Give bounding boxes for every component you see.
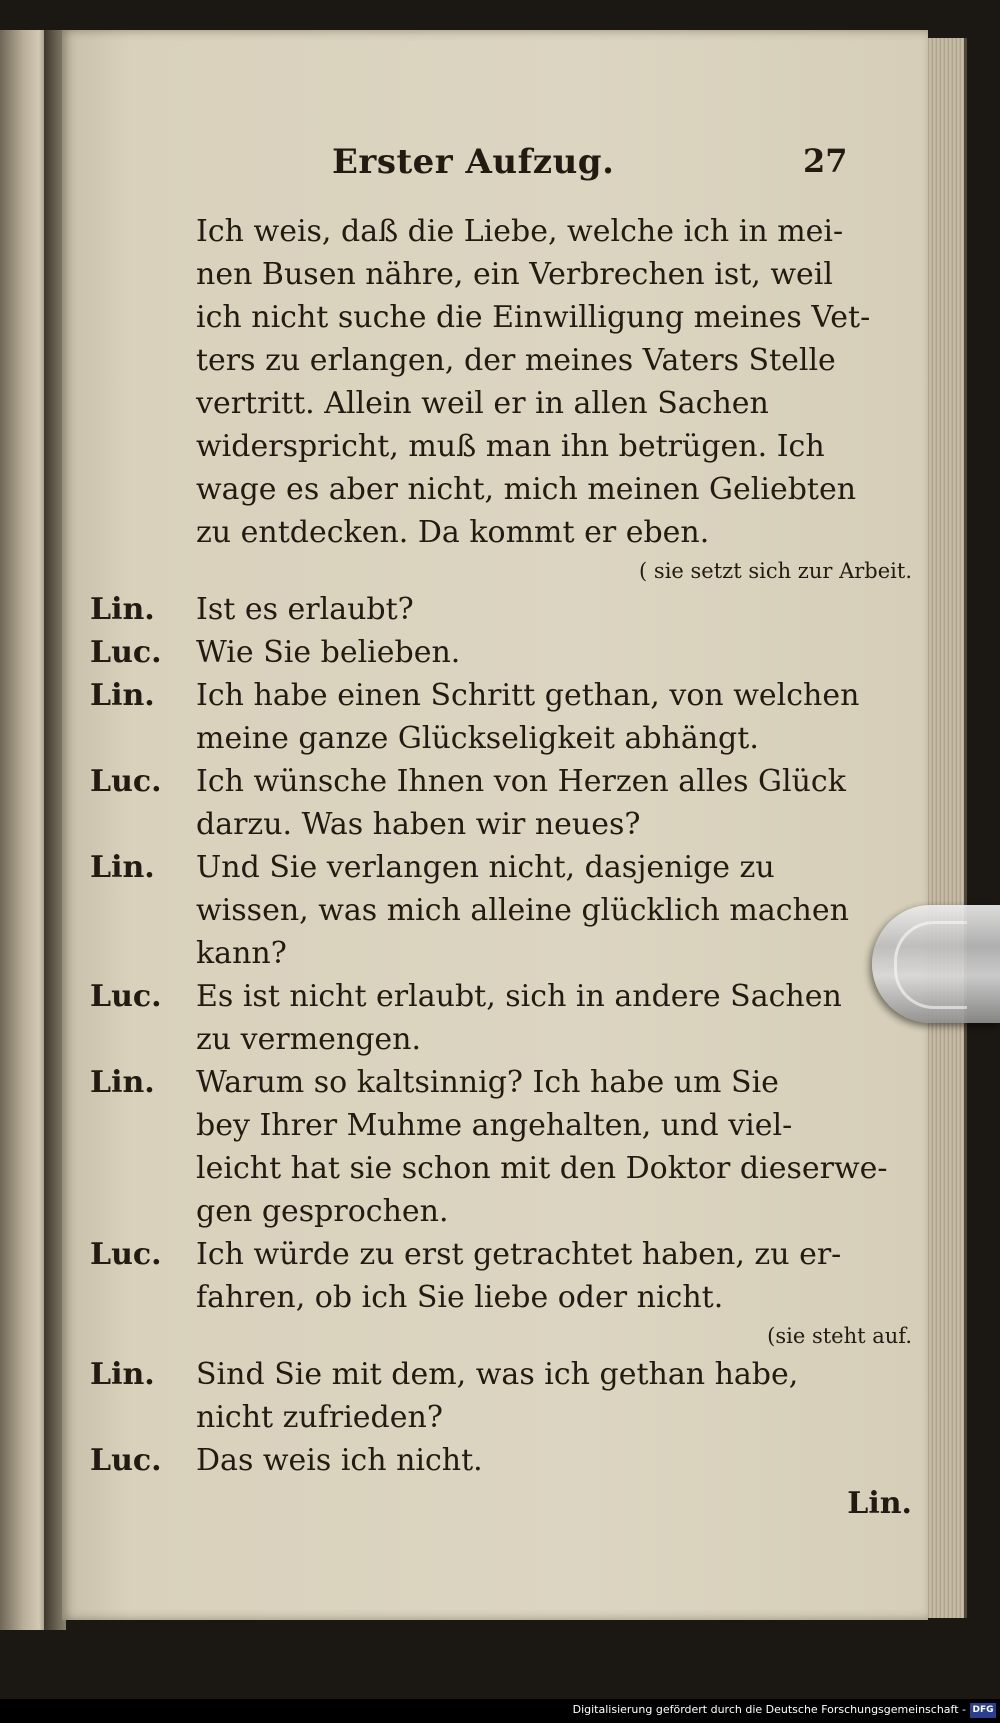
text-line (62, 1018, 928, 1061)
text-line (62, 588, 928, 631)
text-line (62, 210, 928, 253)
speaker-label: Lin. (90, 850, 155, 885)
text-line (62, 631, 928, 674)
line-text: leicht hat sie schon mit den Doktor dieserwe- (196, 1151, 888, 1186)
text-line (62, 1396, 928, 1439)
text-line (62, 803, 928, 846)
line-text: meine ganze Glückseligkeit abhängt. (196, 721, 759, 756)
text-line (62, 468, 928, 511)
speaker-label: Lin. (90, 678, 155, 713)
line-text: Es ist nicht erlaubt, sich in andere Sachen (196, 979, 842, 1014)
line-text: Das weis ich nicht. (196, 1443, 483, 1478)
line-text: Ist es erlaubt? (196, 592, 414, 627)
line-text: zu entdecken. Da kommt er eben. (196, 515, 710, 550)
line-text: bey Ihrer Muhme angehalten, und viel- (196, 1108, 793, 1143)
line-text: widerspricht, muß man ihn betrügen. Ich (196, 429, 825, 464)
text-line (62, 511, 928, 554)
line-text: nen Busen nähre, ein Verbrechen ist, weil (196, 257, 833, 292)
line-text: nicht zufrieden? (196, 1400, 443, 1435)
line-text: fahren, ob ich Sie liebe oder nicht. (196, 1280, 724, 1315)
speaker-label: Luc. (90, 764, 162, 799)
text-line (62, 717, 928, 760)
stage-direction (62, 554, 928, 588)
speaker-label: Lin. (90, 1357, 155, 1392)
text-line (62, 1233, 928, 1276)
text-line (62, 1061, 928, 1104)
line-text: wissen, was mich alleine glücklich machen (196, 893, 849, 928)
running-header (62, 142, 928, 192)
funding-credit: Digitalisierung gefördert durch die Deutsche Forschungsgemeinschaft - (572, 1703, 966, 1716)
text-line (62, 425, 928, 468)
play-text (62, 210, 928, 1525)
dfg-logo: DFG (970, 1703, 996, 1718)
line-text: wage es aber nicht, mich meinen Geliebten (196, 472, 857, 507)
text-line (62, 674, 928, 717)
text-line (62, 339, 928, 382)
text-line (62, 889, 928, 932)
line-text: darzu. Was haben wir neues? (196, 807, 641, 842)
line-text: Warum so kaltsinnig? Ich habe um Sie (196, 1065, 779, 1100)
line-text: kann? (196, 936, 287, 971)
line-text: ters zu erlangen, der meines Vaters Stelle (196, 343, 836, 378)
line-text: Ich würde zu erst getrachtet haben, zu er- (196, 1237, 842, 1272)
text-line (62, 1147, 928, 1190)
text-line (62, 382, 928, 425)
line-text: Und Sie verlangen nicht, dasjenige zu (196, 850, 775, 885)
line-text: ich nicht suche die Einwilligung meines Vet- (196, 300, 871, 335)
text-line (62, 975, 928, 1018)
line-text: Sind Sie mit dem, was ich gethan habe, (196, 1357, 799, 1392)
speaker-label: Luc. (90, 1443, 162, 1478)
page-number: 27 (803, 142, 848, 180)
book-page (62, 30, 928, 1620)
stage-direction-text: ( sie setzt sich zur Arbeit. (639, 559, 912, 583)
text-line (62, 1190, 928, 1233)
catchword-line (62, 1482, 928, 1525)
line-text: vertritt. Allein weil er in allen Sachen (196, 386, 769, 421)
speaker-label: Luc. (90, 635, 162, 670)
text-line (62, 1104, 928, 1147)
line-text: Ich habe einen Schritt gethan, von welchen (196, 678, 860, 713)
line-text: Wie Sie belieben. (196, 635, 461, 670)
text-line (62, 846, 928, 889)
text-line (62, 1276, 928, 1319)
footer-bar (0, 1699, 1000, 1723)
speaker-label: Lin. (90, 1065, 155, 1100)
speaker-label: Lin. (90, 592, 155, 627)
line-text: Ich weis, daß die Liebe, welche ich in mei- (196, 214, 844, 249)
text-line (62, 760, 928, 803)
line-text: Ich wünsche Ihnen von Herzen alles Glück (196, 764, 846, 799)
stage-direction-text: (sie steht auf. (767, 1324, 912, 1348)
page-fore-edge (928, 38, 967, 1618)
catchword: Lin. (847, 1486, 912, 1521)
speaker-label: Luc. (90, 979, 162, 1014)
stage-direction (62, 1319, 928, 1353)
text-line (62, 932, 928, 975)
text-line (62, 253, 928, 296)
text-line (62, 1439, 928, 1482)
running-title: Erster Aufzug. (332, 142, 615, 182)
line-text: zu vermengen. (196, 1022, 422, 1057)
line-text: gen gesprochen. (196, 1194, 449, 1229)
speaker-label: Luc. (90, 1237, 162, 1272)
page-clip (872, 905, 1000, 1023)
text-line (62, 1353, 928, 1396)
text-line (62, 296, 928, 339)
